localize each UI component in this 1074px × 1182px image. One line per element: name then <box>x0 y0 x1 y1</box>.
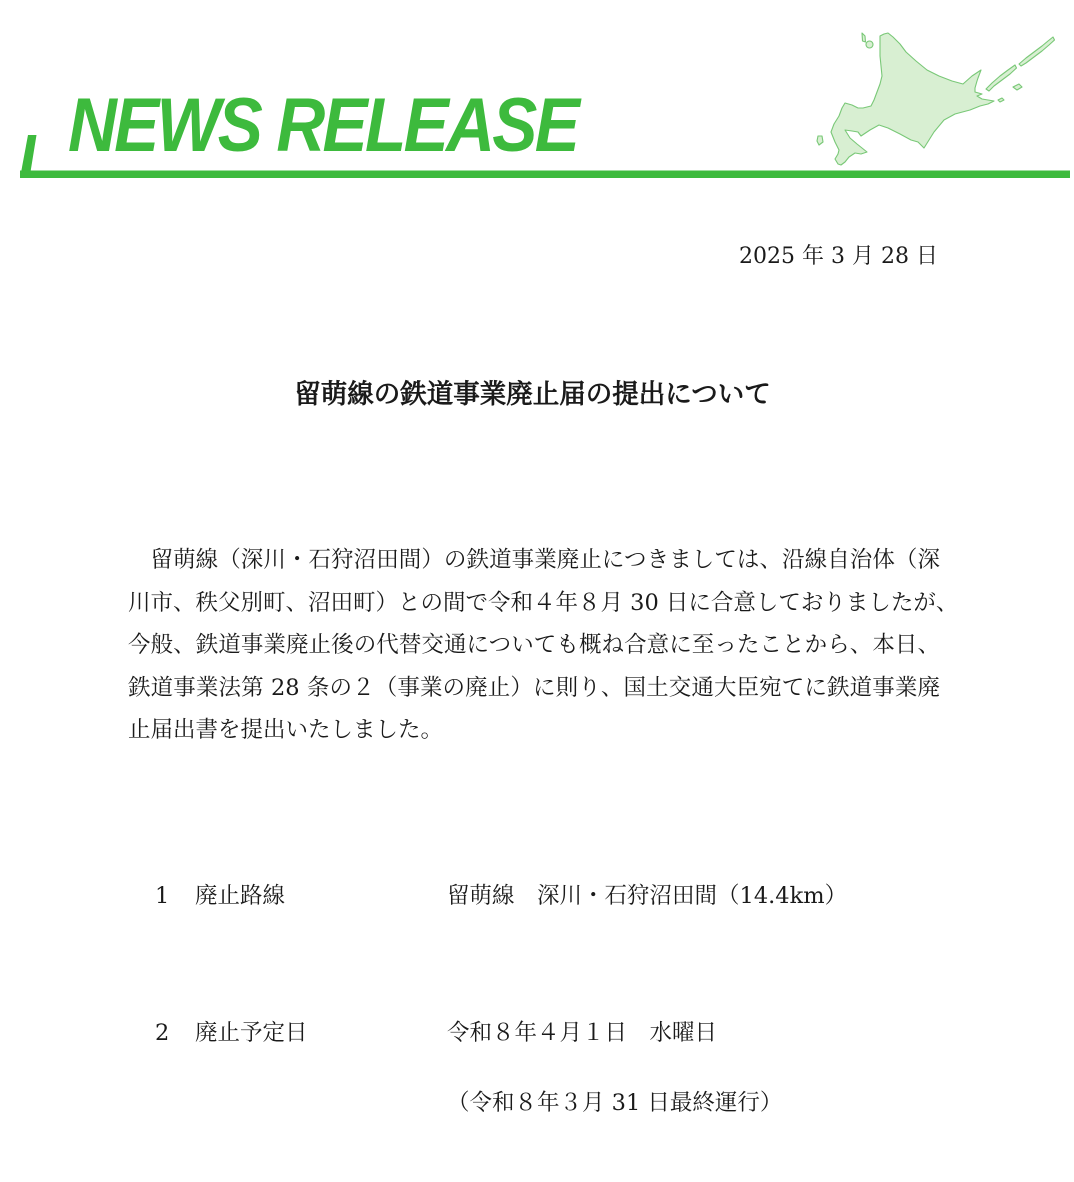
okushiri-island <box>817 136 823 145</box>
shikotan-island <box>1013 84 1022 90</box>
item-value: 令和８年４月１日 水曜日 <box>447 1020 718 1046</box>
body-line: 鉄道事業法第 28 条の２（事業の廃止）に則り、国土交通大臣宛てに鉄道事業廃 <box>128 674 940 701</box>
item-number: 2 <box>155 1020 170 1046</box>
body-paragraph <box>128 539 959 752</box>
hokkaido-mainland <box>831 33 994 165</box>
item-label: 廃止予定日 <box>195 1020 308 1046</box>
rishiri-island <box>866 41 873 48</box>
final-operation-note: （令和８年３月 31 日最終運行） <box>447 1090 783 1116</box>
body-line: 川市、秩父別町、沼田町）との間で令和４年８月 30 日に合意しておりましたが、 <box>128 589 959 616</box>
document-title: 留萌線の鉄道事業廃止届の提出について <box>294 379 771 410</box>
release-date: 2025 年 3 月 28 日 <box>739 244 938 269</box>
item-abolition-date <box>0 1012 1074 1054</box>
habomai-islands <box>998 98 1004 102</box>
item-number: 1 <box>155 883 170 909</box>
news-release-heading: NEWS RELEASE <box>68 83 578 168</box>
body-line: 止届出書を提出いたしました。 <box>128 717 444 743</box>
body-line: 今般、鉄道事業廃止後の代替交通についても概ね合意に至ったことから、本日、 <box>128 632 940 658</box>
etorofu-island <box>1019 37 1055 66</box>
hokkaido-map-icon <box>812 28 1062 173</box>
body-line: 留萌線（深川・石狩沼田間）の鉄道事業廃止につきましては、沿線自治体（深 <box>150 547 940 573</box>
kunashiri-island <box>986 65 1017 91</box>
item-value: 留萌線 深川・石狩沼田間（14.4km） <box>447 883 848 909</box>
item-abolished-line <box>0 875 1074 917</box>
item-label: 廃止路線 <box>195 883 286 909</box>
rebun-island <box>862 33 866 42</box>
